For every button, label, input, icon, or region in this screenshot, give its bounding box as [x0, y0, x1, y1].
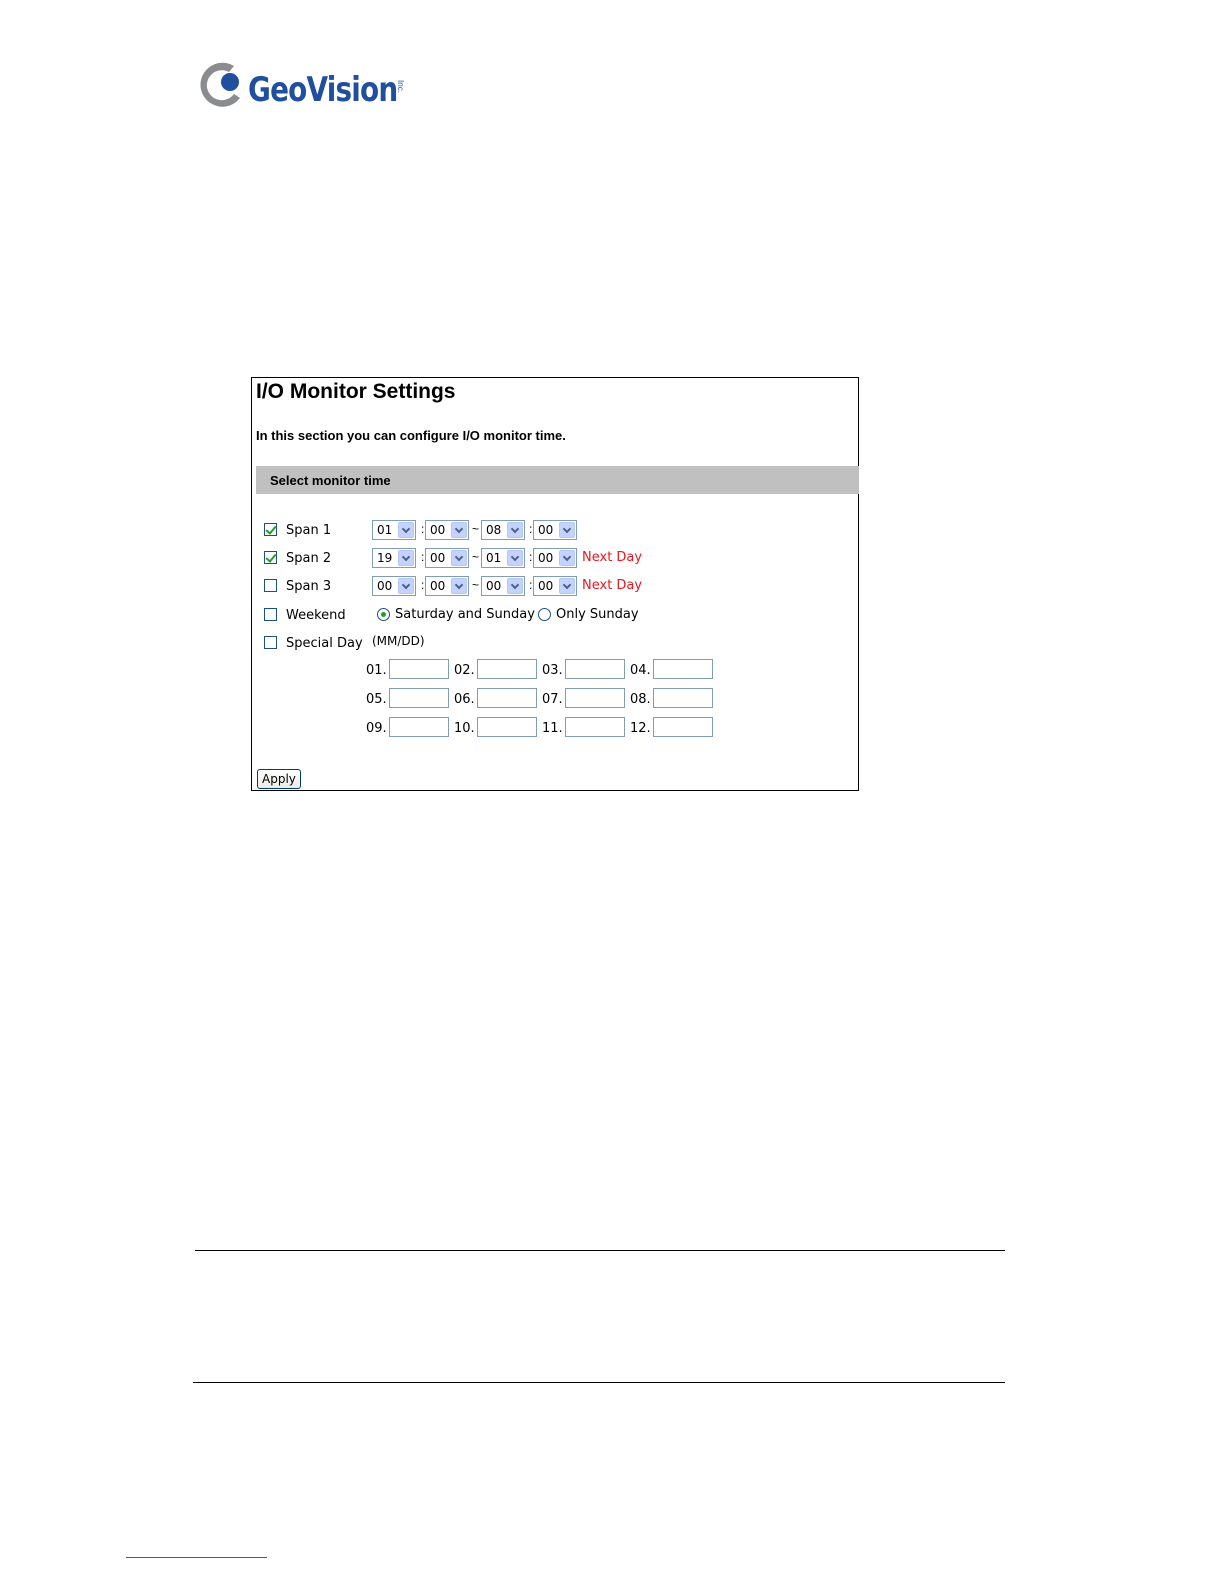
- special-day-label-07: 07.: [542, 692, 563, 707]
- span-2-end-minute-select[interactable]: 00: [533, 548, 577, 568]
- weekend-checkbox[interactable]: [264, 608, 277, 621]
- span-1-start-minute-select[interactable]: 00: [425, 520, 469, 540]
- range-tilde: ~: [472, 550, 480, 564]
- weekend-only-sunday-radio[interactable]: [538, 608, 551, 621]
- time-colon: :: [421, 578, 425, 592]
- range-tilde: ~: [472, 578, 480, 592]
- section-header-label: Select monitor time: [270, 473, 391, 488]
- weekend-saturday-sunday-label: Saturday and Sunday: [395, 607, 535, 622]
- chevron-down-icon: [398, 522, 414, 538]
- special-day-input-12[interactable]: [653, 717, 713, 737]
- divider-bottom: [193, 1382, 1005, 1383]
- special-day-label-05: 05.: [366, 692, 387, 707]
- special-day-input-09[interactable]: [389, 717, 449, 737]
- logo-brand-text: GeoVision: [248, 70, 398, 110]
- chevron-down-icon: [507, 578, 523, 594]
- special-day-label-08: 08.: [630, 692, 651, 707]
- special-day-input-04[interactable]: [653, 659, 713, 679]
- special-day-label-09: 09.: [366, 721, 387, 736]
- span-1-checkbox[interactable]: [264, 523, 277, 536]
- special-day-input-10[interactable]: [477, 717, 537, 737]
- special-day-input-08[interactable]: [653, 688, 713, 708]
- span-3-start-hour-select[interactable]: 00: [372, 576, 416, 596]
- special-day-checkbox[interactable]: [264, 636, 277, 649]
- special-day-label: Special Day: [286, 636, 363, 651]
- special-day-input-03[interactable]: [565, 659, 625, 679]
- time-colon: :: [421, 550, 425, 564]
- span-row-3: [264, 576, 854, 598]
- divider-top: [195, 1250, 1005, 1251]
- span-3-start-minute-select[interactable]: 00: [425, 576, 469, 596]
- weekend-label: Weekend: [286, 608, 346, 623]
- special-day-input-05[interactable]: [389, 688, 449, 708]
- span-1-start-hour-select[interactable]: 01: [372, 520, 416, 540]
- chevron-down-icon: [559, 550, 575, 566]
- span-3-end-hour-select[interactable]: 00: [481, 576, 525, 596]
- span-3-label: Span 3: [286, 579, 332, 594]
- special-day-label-01: 01.: [366, 663, 387, 678]
- io-monitor-settings-panel: [251, 377, 859, 791]
- chevron-down-icon: [398, 550, 414, 566]
- span-row-1: [264, 520, 854, 542]
- range-tilde: ~: [472, 522, 480, 536]
- section-header: [256, 466, 859, 494]
- special-day-label-03: 03.: [542, 663, 563, 678]
- footer-link-underline: [126, 1557, 267, 1558]
- chevron-down-icon: [559, 578, 575, 594]
- apply-button[interactable]: Apply: [257, 769, 301, 789]
- special-day-input-06[interactable]: [477, 688, 537, 708]
- span-3-next-day-note: Next Day: [582, 578, 643, 593]
- weekend-saturday-sunday-radio[interactable]: [377, 608, 390, 621]
- logo-suffix-text: Inc.: [395, 80, 405, 93]
- span-row-2: [264, 548, 854, 570]
- special-day-label-12: 12.: [630, 721, 651, 736]
- time-colon: :: [421, 522, 425, 536]
- chevron-down-icon: [451, 522, 467, 538]
- special-day-label-02: 02.: [454, 663, 475, 678]
- special-day-input-02[interactable]: [477, 659, 537, 679]
- span-2-checkbox[interactable]: [264, 551, 277, 564]
- time-colon: :: [529, 550, 533, 564]
- special-day-input-11[interactable]: [565, 717, 625, 737]
- page-description: In this section you can configure I/O monitor time.: [256, 428, 566, 443]
- geovision-logo: [200, 60, 420, 114]
- special-day-label-06: 06.: [454, 692, 475, 707]
- special-day-label-04: 04.: [630, 663, 651, 678]
- logo-mark-icon: [200, 60, 246, 110]
- weekend-row: [264, 605, 854, 627]
- chevron-down-icon: [451, 578, 467, 594]
- chevron-down-icon: [507, 522, 523, 538]
- weekend-only-sunday-label: Only Sunday: [556, 607, 639, 622]
- span-2-start-hour-select[interactable]: 19: [372, 548, 416, 568]
- chevron-down-icon: [398, 578, 414, 594]
- special-day-input-07[interactable]: [565, 688, 625, 708]
- span-3-end-minute-select[interactable]: 00: [533, 576, 577, 596]
- span-1-end-hour-select[interactable]: 08: [481, 520, 525, 540]
- span-2-end-hour-select[interactable]: 01: [481, 548, 525, 568]
- span-2-start-minute-select[interactable]: 00: [425, 548, 469, 568]
- span-3-checkbox[interactable]: [264, 579, 277, 592]
- span-2-label: Span 2: [286, 551, 332, 566]
- span-1-label: Span 1: [286, 523, 332, 538]
- chevron-down-icon: [451, 550, 467, 566]
- chevron-down-icon: [559, 522, 575, 538]
- time-colon: :: [529, 578, 533, 592]
- chevron-down-icon: [507, 550, 523, 566]
- special-day-format-hint: (MM/DD): [372, 634, 425, 648]
- span-1-end-minute-select[interactable]: 00: [533, 520, 577, 540]
- special-day-label-10: 10.: [454, 721, 475, 736]
- time-colon: :: [529, 522, 533, 536]
- page-title: I/O Monitor Settings: [256, 380, 456, 403]
- special-day-label-11: 11.: [542, 721, 563, 736]
- special-day-input-01[interactable]: [389, 659, 449, 679]
- span-2-next-day-note: Next Day: [582, 550, 643, 565]
- special-day-row: [264, 633, 854, 655]
